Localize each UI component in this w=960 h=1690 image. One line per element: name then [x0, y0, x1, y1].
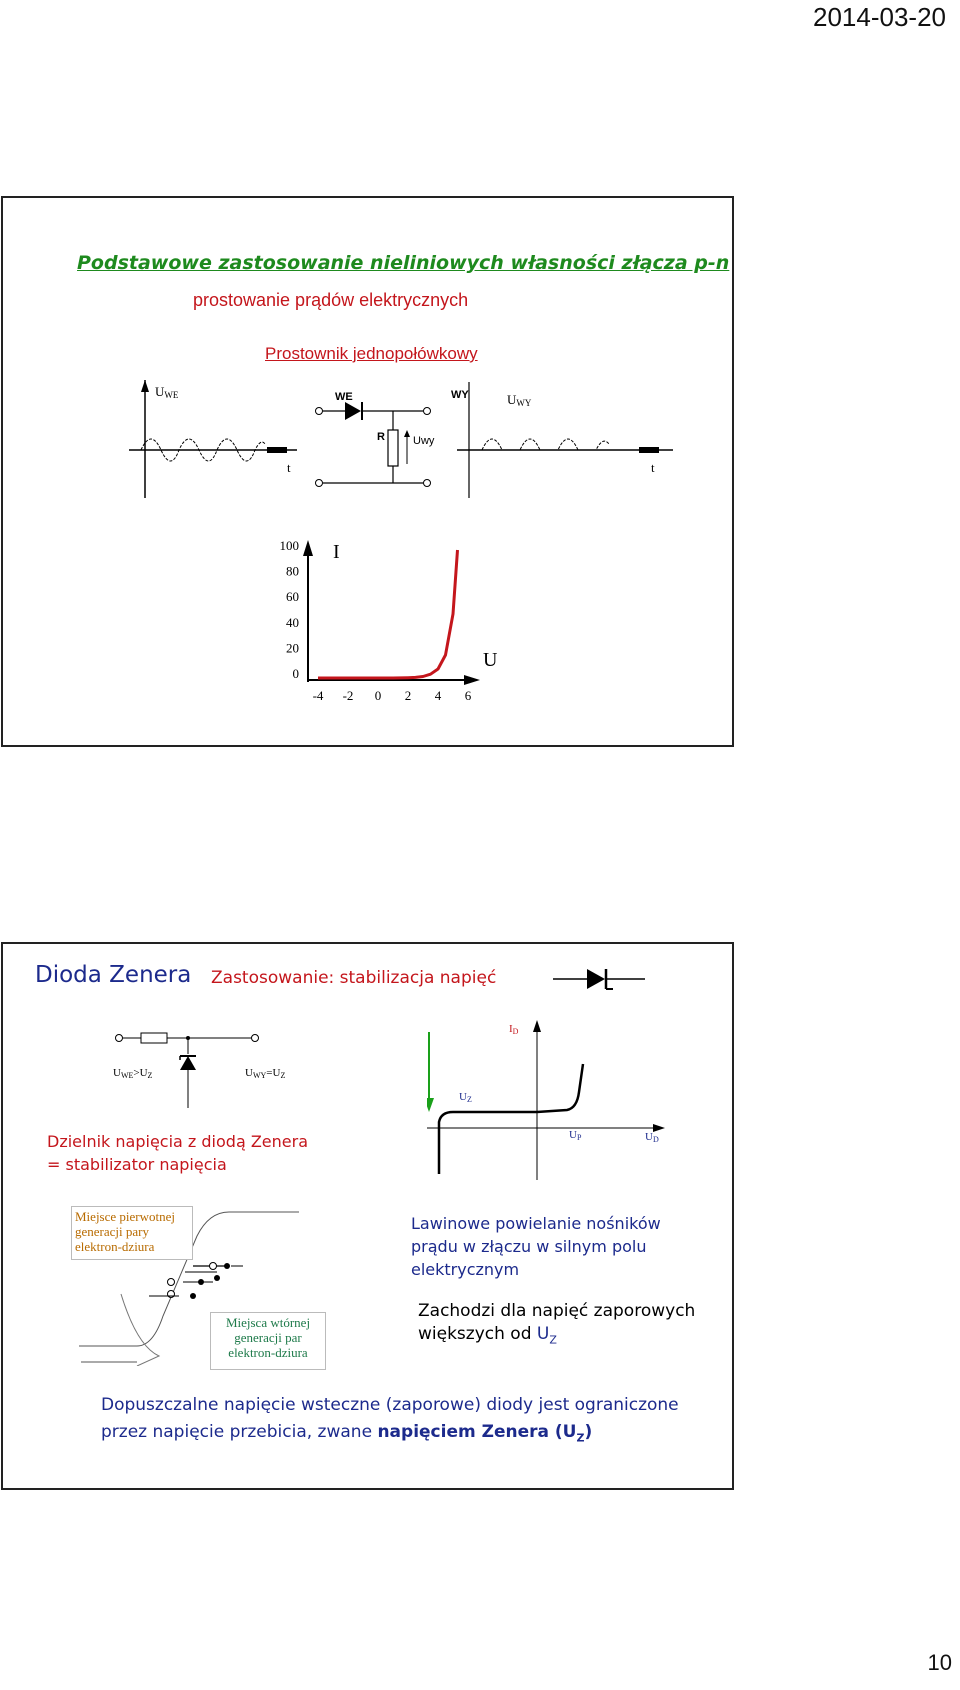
- iv-series-line: [318, 550, 458, 678]
- svg-text:WE: WE: [335, 391, 353, 403]
- svg-text:UWE>UZ: UWE>UZ: [113, 1067, 153, 1080]
- x-axis-arrow: [464, 675, 480, 685]
- slide2-title: Dioda Zenera: [35, 962, 192, 988]
- y-tick-label: 20: [286, 640, 299, 656]
- zener-diode-icon: [553, 964, 647, 994]
- y-tick-label: 60: [286, 589, 299, 605]
- secondary-generation-label: Miejsca wtórnej generacji par elektron-dziura: [210, 1312, 326, 1370]
- zener-icon: [180, 1056, 196, 1070]
- y-tick-label: 40: [286, 614, 299, 630]
- zener-voltage-definition: Dopuszczalne napięcie wsteczne (zaporowe) diody jest ograniczone przez napięcie przebicia, zwane napięciem Zenera $(U_Z)$: [101, 1395, 679, 1445]
- occurs-description: Zachodzi dla napięć zaporowych większych od $U_Z$: [418, 1301, 696, 1347]
- slide-zener: [1, 942, 734, 1490]
- y-tick-label: 100: [279, 538, 299, 553]
- page-number: 10: [927, 1650, 952, 1675]
- slide2-application: Zastosowanie: stabilizacja napięć: [211, 968, 497, 988]
- svg-text:UWE: UWE: [155, 384, 179, 400]
- zener-divider-circuit: [101, 1004, 301, 1114]
- diode-icon: [345, 402, 361, 420]
- input-waveform: [129, 380, 297, 498]
- svg-text:UZ: UZ: [459, 1091, 472, 1104]
- x-tick-label: -2: [342, 688, 354, 703]
- primary-generation-label: Miejsce pierwotnej generacji pary elektron-dziura: [71, 1206, 193, 1260]
- svg-text:UP: UP: [569, 1129, 582, 1142]
- y-axis-label: I: [333, 541, 340, 563]
- svg-text:ID: ID: [509, 1023, 519, 1036]
- slide1-subtitle: prostowanie prądów elektrycznych: [193, 290, 469, 310]
- zener-curve: [439, 1064, 583, 1174]
- rectifier-circuit: [127, 374, 677, 504]
- resistor-icon: [141, 1033, 167, 1043]
- x-tick-label: 6: [464, 688, 472, 703]
- svg-text:UD: UD: [645, 1131, 659, 1144]
- svg-text:UWY: UWY: [507, 392, 532, 408]
- divider-description: Dzielnik napięcia z diodą Zenera = stabilizator napięcia: [47, 1132, 309, 1174]
- slide1-title: Podstawowe zastosowanie nieliniowych własności złącza p-n: [77, 252, 730, 274]
- svg-text:t: t: [287, 460, 291, 475]
- svg-text:t: t: [651, 460, 655, 475]
- x-tick-label: 2: [404, 688, 412, 703]
- x-tick-label: -4: [312, 688, 324, 703]
- zener-iv-curve: [427, 1004, 697, 1184]
- svg-text:Uwy: Uwy: [413, 435, 435, 447]
- y-tick-label: 0: [292, 666, 299, 681]
- rectifier-schematic: [316, 389, 470, 487]
- header-date: 2014-03-20: [813, 2, 946, 32]
- output-waveform: [457, 382, 673, 498]
- resistor-icon: [388, 430, 398, 466]
- y-axis-arrow: [303, 540, 313, 556]
- slide1-section: Prostownik jednopołówkowy: [265, 344, 478, 363]
- avalanche-description: Lawinowe powielanie nośników prądu w złączu w silnym polu elektrycznym: [411, 1214, 661, 1279]
- x-axis-label: U: [483, 649, 498, 671]
- x-tick-label: 4: [434, 688, 442, 703]
- x-tick-label: 0: [374, 688, 382, 703]
- slide-rectifier: [1, 196, 734, 747]
- diode-iv-chart: [263, 524, 533, 704]
- svg-text:WY: WY: [451, 389, 469, 401]
- svg-text:UWY=UZ: UWY=UZ: [245, 1067, 286, 1080]
- svg-text:R: R: [377, 431, 385, 443]
- y-tick-label: 80: [286, 563, 299, 579]
